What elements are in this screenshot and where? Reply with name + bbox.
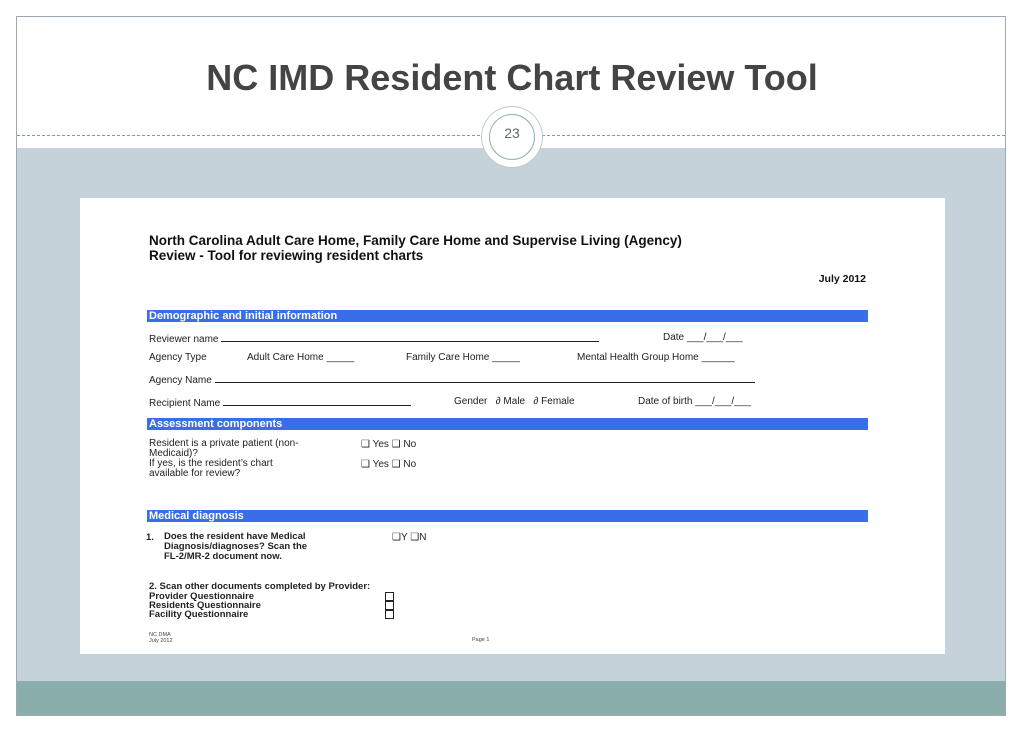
- question-private-line1: Resident is a private patient (non-: [149, 438, 299, 449]
- gender-male: ∂ Male: [495, 396, 526, 407]
- q2-residents-questionnaire: Residents Questionnaire: [149, 600, 261, 611]
- agency-type-label: Agency Type: [149, 352, 207, 363]
- q2-facility-checkbox: [385, 609, 397, 620]
- agency-name-label: Agency Name: [149, 375, 212, 386]
- recipient-name-line: [223, 396, 411, 406]
- review-date-label: Date: [663, 332, 685, 343]
- question-1-text: [164, 532, 307, 562]
- date-of-birth-field: [638, 396, 751, 407]
- gender-label: Gender: [454, 396, 488, 407]
- form-date: July 2012: [818, 273, 866, 285]
- agency-type-family-care: Family Care Home _____: [406, 352, 520, 363]
- question-1-number: 1.: [146, 532, 154, 543]
- form-title-line2: Review - Tool for reviewing resident charts: [149, 248, 424, 263]
- recipient-name-label: Recipient Name: [149, 398, 221, 409]
- agency-type-adult-care: Adult Care Home _____: [247, 352, 355, 363]
- section-header-demographic: Demographic and initial information: [147, 310, 868, 322]
- page-number-badge: [484, 109, 540, 165]
- section-header-assessment: Assessment components: [147, 418, 868, 430]
- recipient-name-field: [149, 396, 411, 409]
- q2-provider-questionnaire: Provider Questionnaire: [149, 591, 255, 602]
- form-footer-line2: July 2012: [149, 638, 173, 644]
- question-1-line3: FL-2/MR-2 document now.: [164, 551, 282, 562]
- agency-name-line: [215, 373, 755, 383]
- question-2-heading: 2. Scan other documents completed by Provider:: [149, 581, 371, 592]
- gender-female: ∂ Female: [533, 396, 575, 407]
- checkbox-icon: [385, 610, 394, 619]
- private-patient-yes-no: ❑ Yes ❑ No: [361, 439, 417, 450]
- review-date-field: [663, 332, 743, 343]
- chart-available-yes-no: ❑ Yes ❑ No: [361, 459, 417, 470]
- slide: [16, 16, 1006, 716]
- form-title-line1: North Carolina Adult Care Home, Family Care Home and Supervise Living (Agency): [149, 233, 682, 248]
- question-private-patient: [149, 439, 299, 459]
- question-chart-available: [149, 459, 273, 479]
- dob-label: Date of birth: [638, 396, 693, 407]
- form-footer-line1: NC DMA: [149, 632, 171, 638]
- agency-name-field: [149, 373, 755, 386]
- dob-blank: ___/___/___: [695, 396, 751, 407]
- section-header-medical: Medical diagnosis: [147, 510, 868, 522]
- question-1-options: ❑Y ❑N: [392, 532, 427, 543]
- question-1-line2: Diagnosis/diagnoses? Scan the: [164, 541, 308, 552]
- question-chart-line2: available for review?: [149, 468, 241, 479]
- footer-bar: [17, 681, 1005, 715]
- review-date-blank: ___/___/___: [686, 332, 743, 343]
- question-1-line1: Does the resident have Medical: [164, 531, 306, 542]
- form-footer-page: Page 1: [472, 637, 490, 643]
- question-chart-line1: If yes, is the resident’s chart: [149, 458, 273, 469]
- q2-facility-questionnaire: Facility Questionnaire: [149, 609, 249, 620]
- slide-title: NC IMD Resident Chart Review Tool: [206, 57, 818, 98]
- reviewer-name-line: [221, 332, 599, 342]
- form-document-image: [80, 198, 945, 654]
- reviewer-name-label: Reviewer name: [149, 334, 219, 345]
- form-footer-left: [149, 632, 173, 644]
- page-number: 23: [489, 114, 535, 160]
- agency-type-mental-health: Mental Health Group Home ______: [577, 352, 735, 363]
- question-private-line2: Medicaid)?: [149, 448, 198, 459]
- gender-field: [454, 396, 575, 407]
- form-title: [149, 233, 682, 263]
- reviewer-name-field: [149, 332, 599, 345]
